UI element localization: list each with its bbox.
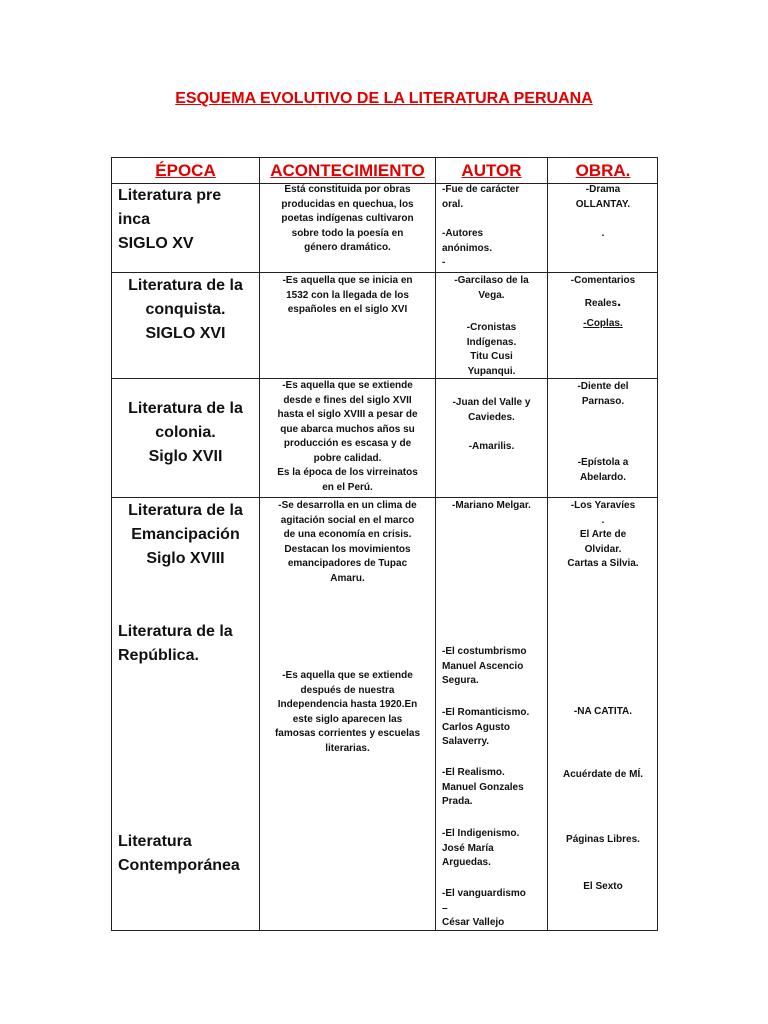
- work-na-catita: -NA CATITA.: [573, 706, 633, 717]
- header-autor: AUTOR: [461, 160, 522, 180]
- author-realismo: -El Realismo. Manuel Gonzales Prada.: [442, 767, 524, 807]
- author-costumbrismo: -El costumbrismo Manuel Ascencio Segura.: [442, 646, 527, 686]
- author-conquista: -Garcilaso de la Vega. -Cronistas Indígenas. Titu Cusi Yupanqui.: [454, 275, 529, 377]
- work-preinca: -Drama OLLANTAY. .: [575, 184, 631, 239]
- row-divider: [112, 272, 657, 273]
- author-romanticismo: -El Romanticismo. Carlos Agusto Salaverry.: [442, 707, 530, 747]
- work-acuerdate: Acuérdate de MÍ.: [562, 769, 644, 780]
- author-vanguardismo: -El vanguardismo – César Vallejo: [442, 888, 526, 928]
- event-emancipacion: -Se desarrolla en un clima de agitación social en el marco de una economía en crisis. Destacan los movimientos emancipadores de Tupac Amaru.: [278, 500, 417, 584]
- literature-table: [111, 157, 658, 931]
- work-el-sexto: El Sexto: [583, 881, 623, 892]
- work-paginas-libres: Páginas Libres.: [566, 834, 640, 845]
- work-colonia: -Diente del Parnaso. -Epístola a Abelardo.: [577, 381, 629, 483]
- era-conquista: Literatura de la conquista. SIGLO XVI: [128, 277, 243, 342]
- era-republica: Literatura de la República.: [118, 623, 233, 664]
- era-contemporanea: Literatura Contemporánea: [118, 833, 240, 874]
- author-emancipacion: -Mariano Melgar.: [452, 500, 531, 511]
- era-colonia: Literatura de la colonia. Siglo XVII: [128, 400, 243, 465]
- column-divider: [259, 158, 260, 930]
- work-emancipacion: -Los Yaravíes . El Arte de Olvidar. Cartas a Silvia.: [567, 500, 639, 569]
- page-title: ESQUEMA EVOLUTIVO DE LA LITERATURA PERUANA: [175, 90, 593, 107]
- event-conquista: -Es aquella que se inicia en 1532 con la llegada de los españoles en el siglo XVI: [282, 275, 413, 315]
- event-colonia: -Es aquella que se extiende desde e fines del siglo XVII hasta el siglo XVIII a pesar de que abarca muchos años su producción es escasa y de pobre calidad. Es la época de los virreinatos en el Perú.: [277, 380, 418, 493]
- event-republica: -Es aquella que se extiende después de nuestra Independencia hasta 1920.En este siglo aparecen las famosas corrientes y escuelas literarias.: [274, 670, 421, 754]
- header-acontecimiento: ACONTECIMIENTO: [270, 160, 425, 180]
- row-divider: [112, 497, 657, 498]
- author-colonia: -Juan del Valle y Caviedes. -Amarilis.: [452, 397, 531, 452]
- work-conquista: -Comentarios Reales. -Coplas.: [570, 275, 636, 329]
- era-preinca: Literatura pre inca SIGLO XV: [118, 187, 222, 252]
- event-preinca: Está constituida por obras producidas en quechua, los poetas indígenas cultivaron sobre todo la poesía en género dramático.: [281, 184, 414, 253]
- header-obra: OBRA.: [575, 160, 631, 180]
- era-emancipacion: Literatura de la Emancipación Siglo XVIII: [128, 502, 243, 567]
- author-preinca: -Fue de carácter oral. -Autores anónimos. -: [442, 184, 520, 268]
- header-epoca: ÉPOCA: [155, 160, 216, 180]
- author-indigenismo: -El Indigenismo. José María Arguedas.: [442, 828, 520, 868]
